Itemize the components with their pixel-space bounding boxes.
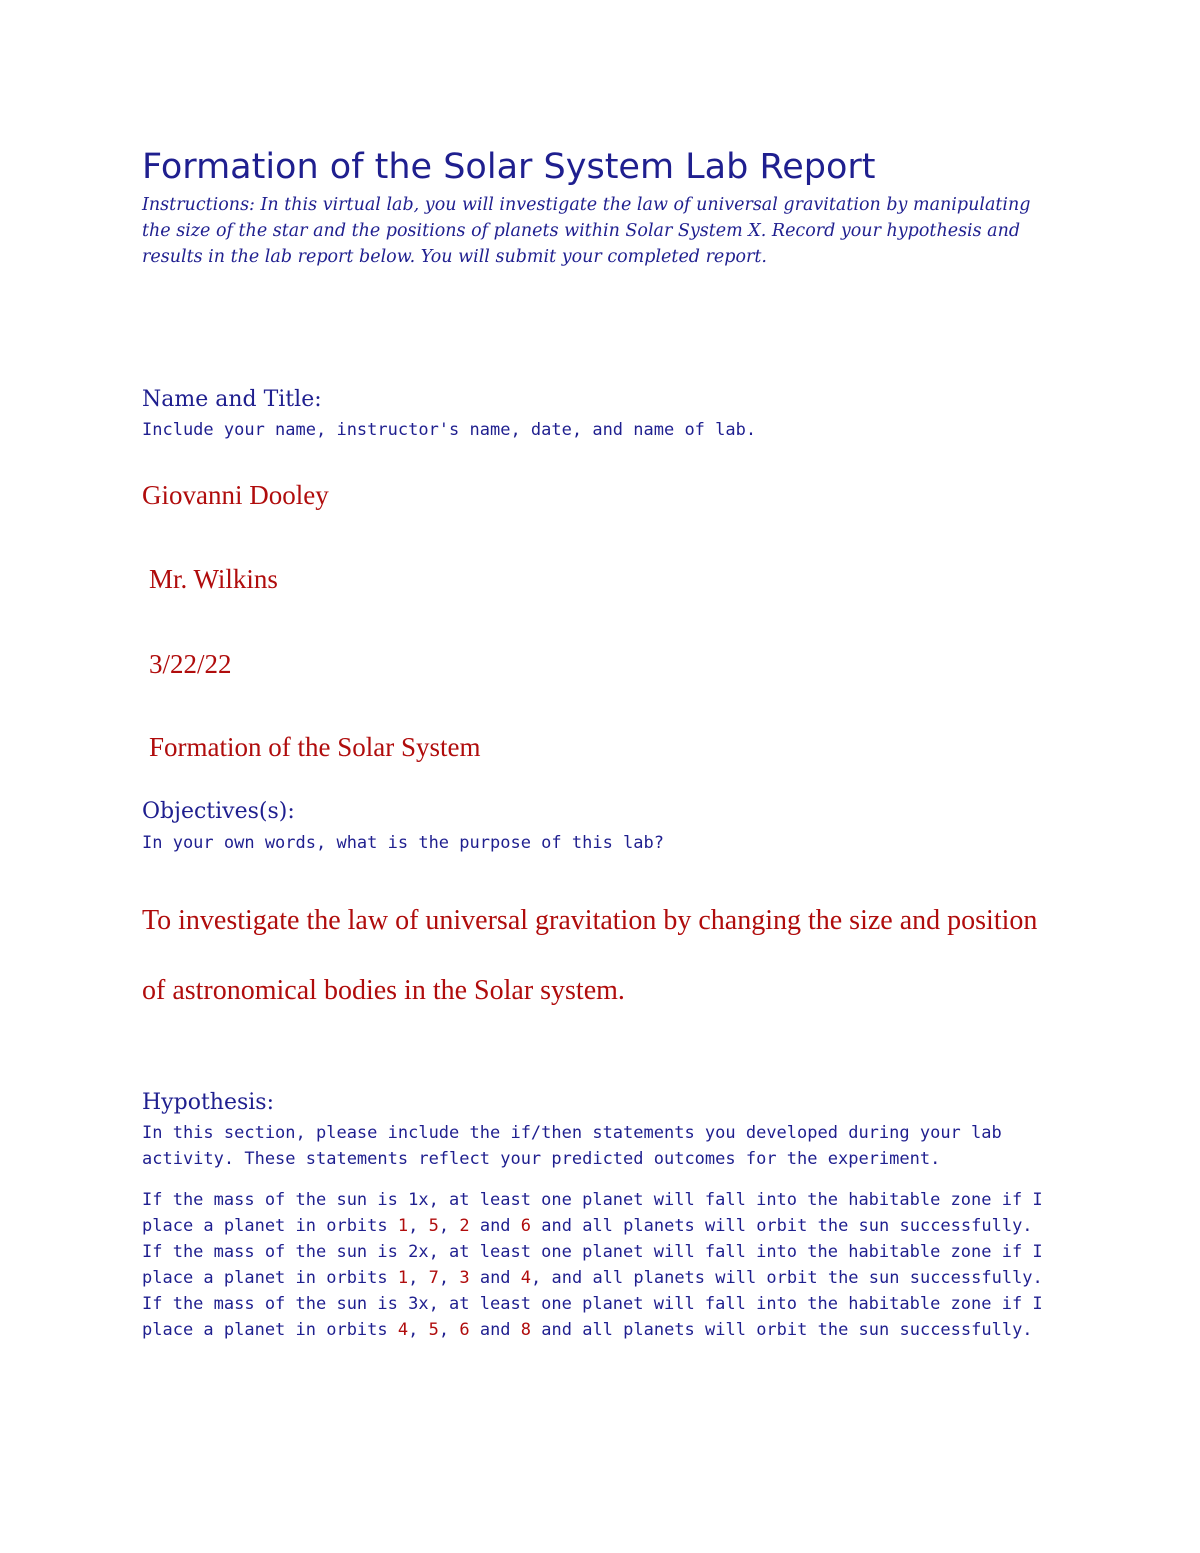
hypothesis-statement-line: If the mass of the sun is 2x, at least one planet will fall into the habitable zone if I xyxy=(142,1242,1043,1262)
hypothesis-statement-line: If the mass of the sun is 1x, at least one planet will fall into the habitable zone if I xyxy=(142,1190,1043,1210)
hypothesis-statement-orbits: place a planet in orbits 4, 5, 6 and 8 and all planets will orbit the sun successfully. xyxy=(142,1320,1033,1340)
orbit-number: 8 xyxy=(520,1320,532,1340)
report-date: 3/22/22 xyxy=(149,649,232,679)
hypothesis-statement-orbits: place a planet in orbits 1, 5, 2 and 6 and all planets will orbit the sun successfully. xyxy=(142,1216,1033,1236)
orbit-number: 1 xyxy=(397,1268,409,1288)
hypothesis-statement-line: If the mass of the sun is 3x, at least one planet will fall into the habitable zone if I xyxy=(142,1294,1043,1314)
orbit-number: 3 xyxy=(459,1268,470,1288)
hypothesis-heading: Hypothesis: xyxy=(142,1090,274,1115)
student-name: Giovanni Dooley xyxy=(142,480,329,510)
orbit-number: 4 xyxy=(520,1268,532,1288)
objectives-heading: Objectives(s): xyxy=(142,799,295,824)
name-title-prompt: Include your name, instructor's name, date, and name of lab. xyxy=(142,420,757,440)
document-title: Formation of the Solar System Lab Report xyxy=(142,147,876,187)
orbit-number: 4 xyxy=(397,1320,409,1340)
hypothesis-statement-orbits: place a planet in orbits 1, 7, 3 and 4, and all planets will orbit the sun successfully. xyxy=(142,1268,1043,1288)
instructor-name: Mr. Wilkins xyxy=(149,564,278,594)
hypothesis-prompt: In this section, please include the if/then statements you developed during your lab activity. These statements reflect your predicted outcomes for the experiment. xyxy=(142,1123,1002,1169)
orbit-number: 7 xyxy=(428,1268,439,1288)
objectives-prompt: In your own words, what is the purpose of this lab? xyxy=(142,833,664,853)
instructions-text: Instructions: In this virtual lab, you will investigate the law of universal gravitation by manipulating the size of the star and the positions of planets within Solar System X. Record your hypothesis and results in the lab report below. You will submit your completed report. xyxy=(142,195,1031,267)
orbit-number: 5 xyxy=(428,1320,439,1340)
orbit-number: 5 xyxy=(428,1216,439,1236)
objectives-answer: To investigate the law of universal gravitation by changing the size and position of astronomical bodies in the Solar system. xyxy=(142,905,1038,1006)
hypothesis-statements xyxy=(142,1187,1042,1343)
orbit-number: 1 xyxy=(397,1216,409,1236)
lab-name: Formation of the Solar System xyxy=(149,732,481,762)
orbit-number: 2 xyxy=(459,1216,470,1236)
orbit-number: 6 xyxy=(459,1320,470,1340)
name-title-heading: Name and Title: xyxy=(142,387,322,412)
orbit-number: 6 xyxy=(520,1216,532,1236)
